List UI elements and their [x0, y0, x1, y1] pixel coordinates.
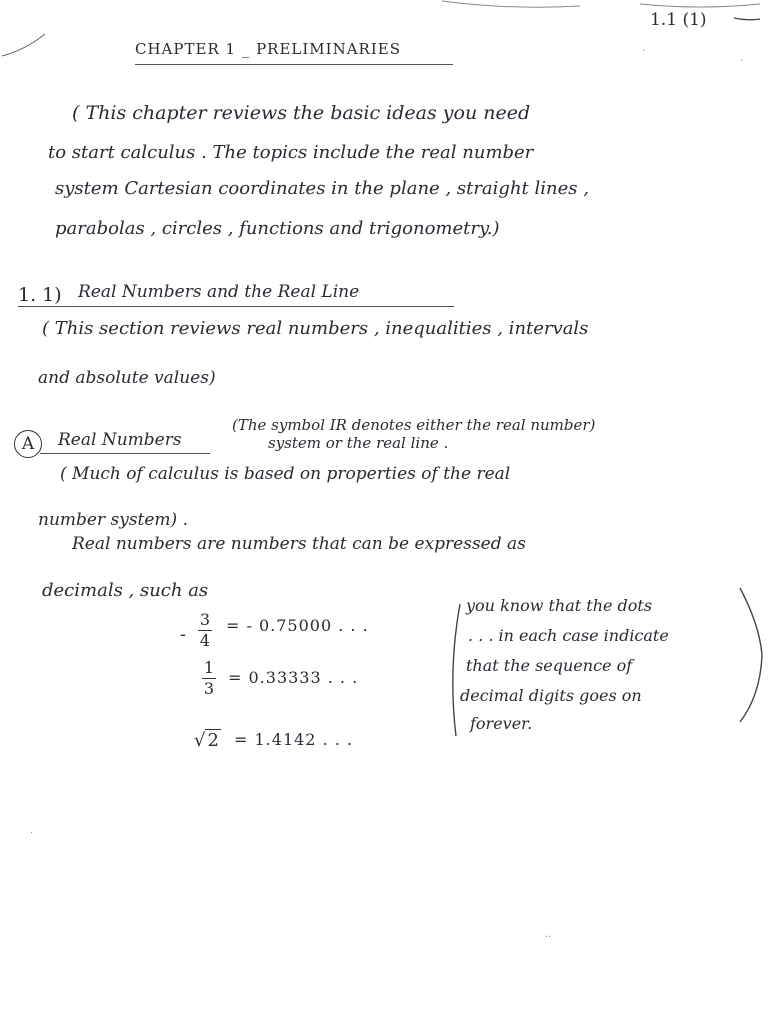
- intro-line-3: system Cartesian coordinates in the plane , straight lines ,: [55, 178, 589, 199]
- stray-speck: ·: [30, 828, 34, 839]
- side-note-line-4: decimal digits goes on: [460, 686, 642, 705]
- chapter-title: CHAPTER 1 _ PRELIMINARIES: [135, 40, 401, 58]
- top-edge-stroke: [440, 0, 768, 14]
- example-3-root: √ 2: [194, 730, 219, 751]
- intro-line-1: ( This chapter reviews the basic ideas you need: [72, 102, 531, 124]
- side-note-left-bracket: [444, 600, 464, 740]
- stray-speck: ··: [545, 932, 552, 943]
- subsection-title-underline: [40, 453, 210, 454]
- body-line-4: decimals , such as: [42, 580, 209, 601]
- section-title: Real Numbers and the Real Line: [78, 282, 360, 302]
- stray-speck: ·: [740, 56, 744, 67]
- stray-speck: ·: [642, 46, 646, 57]
- example-2-fraction: [202, 660, 216, 697]
- top-left-stroke: [0, 30, 50, 60]
- example-3-radicand: 2: [207, 730, 219, 751]
- side-note-line-1: you know that the dots: [466, 596, 653, 615]
- example-1-numerator: 3: [199, 610, 211, 629]
- example-1-denominator: 4: [199, 631, 211, 650]
- subsection-note-line-2: system or the real line .: [268, 434, 449, 452]
- body-line-3: Real numbers are numbers that can be expressed as: [72, 534, 526, 554]
- side-note-line-3: that the sequence of: [466, 656, 633, 675]
- section-number: 1. 1): [18, 284, 62, 306]
- section-intro-line-1: ( This section reviews real numbers , inequalities , intervals: [42, 318, 589, 339]
- body-line-1: ( Much of calculus is based on properties of the real: [60, 464, 511, 484]
- corner-dash: [732, 16, 762, 22]
- example-2-numerator: 1: [203, 658, 215, 677]
- page-reference: 1.1 (1): [650, 10, 707, 30]
- subsection-note-line-1: (The symbol IR denotes either the real number): [232, 416, 596, 434]
- side-note-right-bracket: [736, 586, 768, 726]
- side-note-line-2: . . . in each case indicate: [468, 626, 669, 645]
- subsection-marker: A: [14, 430, 42, 458]
- intro-line-2: to start calculus . The topics include the real number: [48, 142, 534, 163]
- example-2-denominator: 3: [203, 679, 215, 698]
- example-1-sign: -: [180, 624, 187, 645]
- section-title-underline: [18, 306, 454, 307]
- example-2-value: = 0.33333 . . .: [228, 668, 359, 687]
- section-intro-line-2: and absolute values): [38, 368, 216, 388]
- body-line-2: number system) .: [38, 510, 188, 530]
- side-note-line-5: forever.: [470, 714, 533, 733]
- chapter-title-underline: [135, 64, 453, 65]
- subsection-title: Real Numbers: [58, 430, 182, 450]
- example-3-value: = 1.4142 . . .: [234, 730, 353, 749]
- example-1-fraction: [198, 612, 212, 649]
- example-1-value: = - 0.75000 . . .: [226, 616, 369, 635]
- intro-line-4: parabolas , circles , functions and trigonometry.): [55, 218, 500, 239]
